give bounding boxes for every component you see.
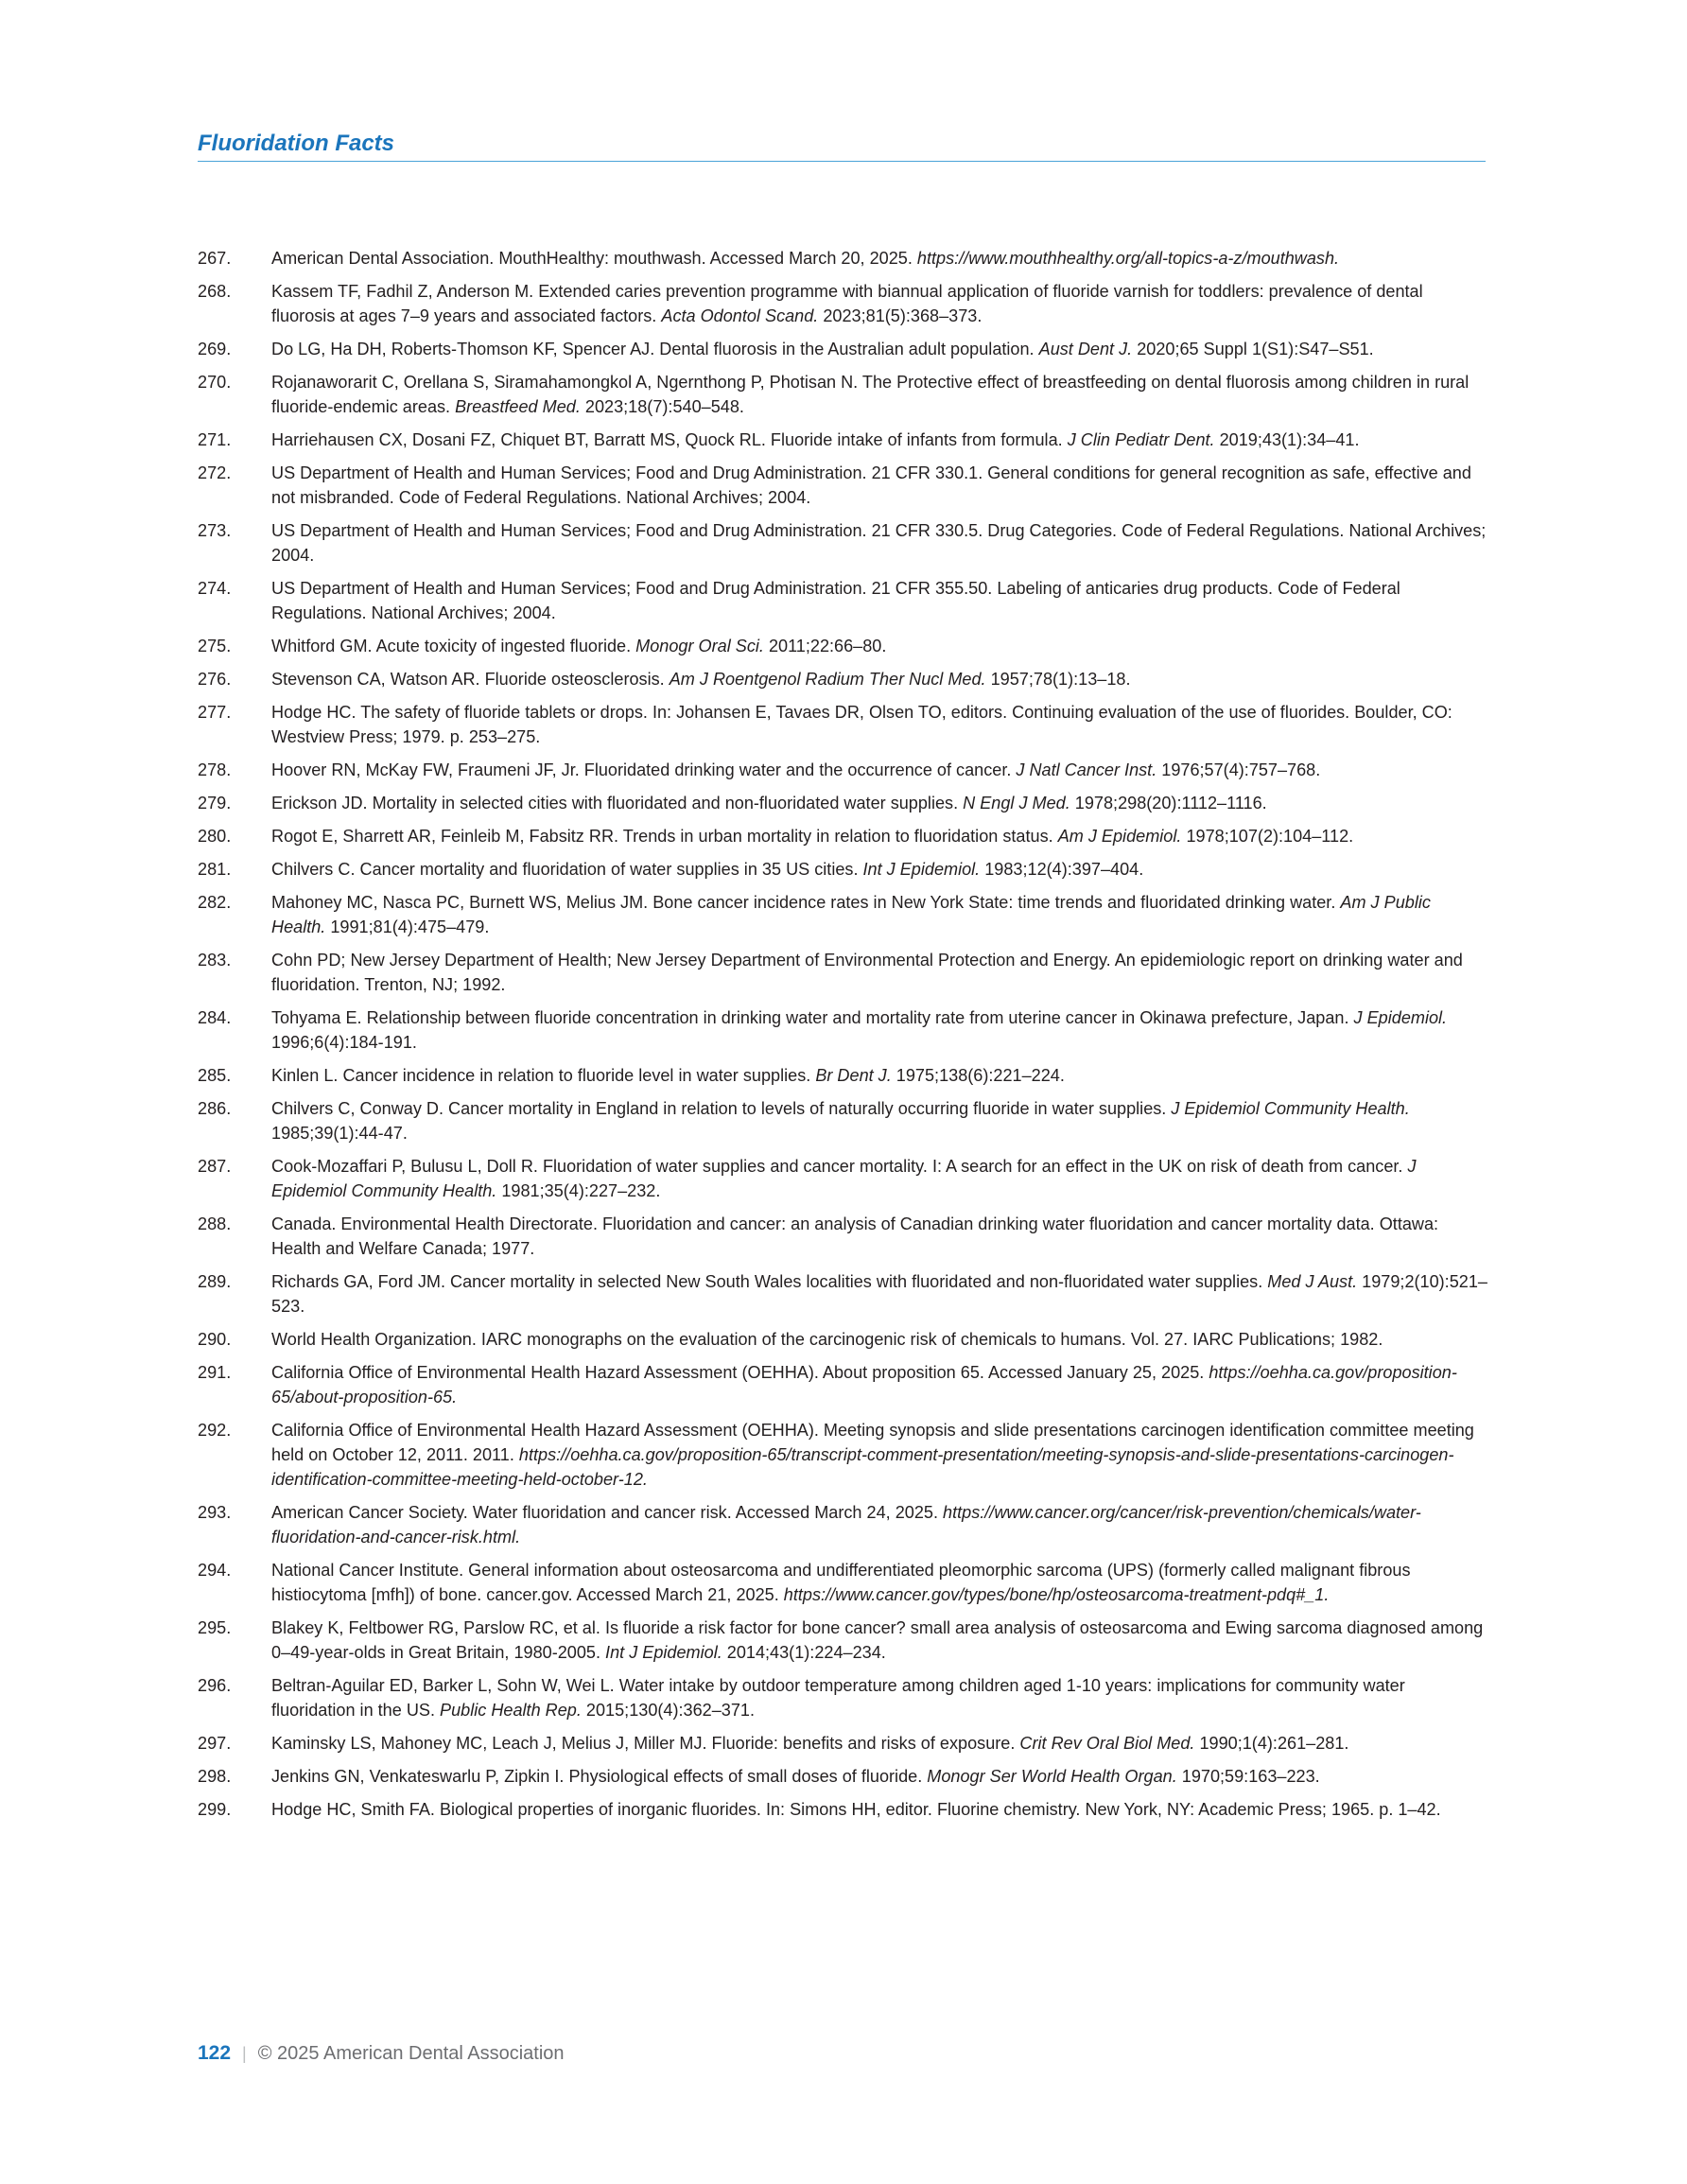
reference-segment: 1975;138(6):221–224.	[891, 1066, 1065, 1085]
reference-citation-italic: Am J Public Health.	[271, 893, 1431, 936]
reference-segment: 1978;298(20):1112–1116.	[1070, 794, 1267, 812]
reference-number: 286.	[198, 1099, 232, 1118]
reference-text	[271, 667, 1488, 691]
reference-segment: World Health Organization. IARC monographs on the evaluation of the carcinogenic risk of chemicals to humans. Vol. 27. IARC Publications; 1982.	[271, 1330, 1383, 1349]
reference-text	[271, 1005, 1488, 1055]
reference-segment: Kaminsky LS, Mahoney MC, Leach J, Melius J, Miller MJ. Fluoride: benefits and risks of exposure.	[271, 1734, 1020, 1753]
reference-text	[271, 246, 1488, 271]
document-title: Fluoridation Facts	[198, 131, 395, 156]
reference-segment: American Dental Association. MouthHealthy: mouthwash. Accessed March 20, 2025.	[271, 249, 917, 268]
reference-citation-italic: Med J Aust.	[1267, 1272, 1358, 1291]
reference-number: 282.	[198, 893, 232, 912]
reference-number: 292.	[198, 1421, 232, 1440]
reference-number: 274.	[198, 579, 232, 598]
reference-text	[271, 948, 1488, 997]
reference-item	[198, 634, 1488, 658]
reference-item	[198, 370, 1488, 419]
reference-number: 267.	[198, 249, 232, 268]
reference-segment: US Department of Health and Human Services; Food and Drug Administration. 21 CFR 355.50. Labeling of anticaries drug products. Code of Federal Regulations. National Archives; 2004.	[271, 579, 1400, 622]
reference-text	[271, 1731, 1488, 1756]
reference-text	[271, 461, 1488, 510]
reference-number: 298.	[198, 1767, 232, 1786]
reference-citation-italic: https://oehha.ca.gov/proposition-65/transcript-comment-presentation/meeting-synopsis-and-slide-presentations-carcinogen-identification-committee-meeting-held-october-12.	[271, 1445, 1454, 1489]
reference-segment: California Office of Environmental Health Hazard Assessment (OEHHA). About proposition 65. Accessed January 25, 2025.	[271, 1363, 1209, 1382]
page-footer	[198, 2042, 565, 2065]
reference-text	[271, 576, 1488, 625]
reference-text	[271, 1764, 1488, 1789]
reference-segment: 2019;43(1):34–41.	[1214, 430, 1360, 449]
reference-number: 268.	[198, 282, 232, 301]
page-header	[198, 131, 1486, 162]
reference-citation-italic: Monogr Oral Sci.	[635, 637, 764, 655]
reference-item	[198, 337, 1488, 361]
reference-text	[271, 700, 1488, 749]
page-number: 122	[198, 2042, 232, 2064]
reference-segment: Do LG, Ha DH, Roberts-Thomson KF, Spencer AJ. Dental fluorosis in the Australian adult population.	[271, 340, 1039, 358]
reference-segment: Beltran-Aguilar ED, Barker L, Sohn W, Wei L. Water intake by outdoor temperature among children aged 1-10 years: implications for community water fluoridation in the US.	[271, 1676, 1405, 1720]
reference-number: 296.	[198, 1676, 232, 1695]
reference-citation-italic: https://www.mouthhealthy.org/all-topics-a-z/mouthwash.	[916, 249, 1340, 268]
reference-item	[198, 1154, 1488, 1203]
reference-citation-italic: J Epidemiol Community Health.	[1171, 1099, 1410, 1118]
reference-text	[271, 518, 1488, 568]
reference-text	[271, 791, 1488, 815]
reference-citation-italic: Acta Odontol Scand.	[661, 306, 819, 325]
reference-number: 284.	[198, 1008, 232, 1027]
reference-item	[198, 890, 1488, 939]
reference-item	[198, 1327, 1488, 1352]
reference-text	[271, 1154, 1488, 1203]
reference-segment: Rogot E, Sharrett AR, Feinleib M, Fabsitz RR. Trends in urban mortality in relation to fluoridation status.	[271, 827, 1058, 846]
reference-item	[198, 1418, 1488, 1492]
reference-number: 285.	[198, 1066, 232, 1085]
reference-text	[271, 1797, 1488, 1822]
reference-text	[271, 1327, 1488, 1352]
reference-citation-italic: Am J Epidemiol.	[1057, 827, 1182, 846]
reference-number: 295.	[198, 1618, 232, 1637]
reference-segment: 1979;2(10):521–523.	[271, 1272, 1487, 1316]
reference-item	[198, 576, 1488, 625]
reference-citation-italic: https://oehha.ca.gov/proposition-65/about-proposition-65.	[271, 1363, 1457, 1406]
reference-number: 272.	[198, 463, 232, 482]
reference-number: 278.	[198, 760, 232, 779]
reference-item	[198, 700, 1488, 749]
reference-segment: Stevenson CA, Watson AR. Fluoride osteosclerosis.	[271, 670, 670, 689]
reference-citation-italic: Am J Roentgenol Radium Ther Nucl Med.	[669, 670, 986, 689]
reference-item	[198, 1558, 1488, 1607]
reference-number: 283.	[198, 951, 232, 970]
reference-segment: Richards GA, Ford JM. Cancer mortality in selected New South Wales localities with fluoridated and non-fluoridated water supplies.	[271, 1272, 1268, 1291]
reference-item	[198, 1797, 1488, 1822]
reference-item	[198, 461, 1488, 510]
reference-text	[271, 1269, 1488, 1319]
reference-segment: Blakey K, Feltbower RG, Parslow RC, et al. Is fluoride a risk factor for bone cancer? small area analysis of osteosarcoma and Ewing sarcoma diagnosed among 0–49-year-olds in Great Britain, 1980-2005.	[271, 1618, 1484, 1662]
reference-number: 291.	[198, 1363, 232, 1382]
reference-number: 287.	[198, 1157, 232, 1176]
reference-item	[198, 1269, 1488, 1319]
reference-number: 279.	[198, 794, 232, 812]
reference-text	[271, 1063, 1488, 1088]
reference-item	[198, 948, 1488, 997]
reference-item	[198, 1360, 1488, 1409]
reference-item	[198, 1500, 1488, 1549]
reference-citation-italic: Int J Epidemiol.	[862, 860, 981, 879]
reference-segment: 1978;107(2):104–112.	[1181, 827, 1354, 846]
reference-item	[198, 246, 1488, 271]
reference-segment: Hodge HC, Smith FA. Biological properties of inorganic fluorides. In: Simons HH, editor. Fluorine chemistry. New York, NY: Academic Press; 1965. p. 1–42.	[271, 1800, 1441, 1819]
reference-segment: 1985;39(1):44-47.	[271, 1124, 408, 1143]
reference-citation-italic: Breastfeed Med.	[455, 397, 581, 416]
reference-number: 289.	[198, 1272, 232, 1291]
reference-segment: Hoover RN, McKay FW, Fraumeni JF, Jr. Fluoridated drinking water and the occurrence of cancer.	[271, 760, 1017, 779]
reference-number: 293.	[198, 1503, 232, 1522]
reference-number: 294.	[198, 1561, 232, 1580]
reference-item	[198, 1063, 1488, 1088]
reference-item	[198, 824, 1488, 848]
reference-citation-italic: J Epidemiol.	[1353, 1008, 1448, 1027]
reference-segment: California Office of Environmental Health Hazard Assessment (OEHHA). Meeting synopsis and slide presentations carcinogen identification committee meeting held on October 12, 2011. 2011.	[271, 1421, 1474, 1464]
reference-segment: Tohyama E. Relationship between fluoride concentration in drinking water and mortality rate from uterine cancer in Okinawa prefecture, Japan.	[271, 1008, 1354, 1027]
reference-citation-italic: Crit Rev Oral Biol Med.	[1019, 1734, 1195, 1753]
reference-number: 288.	[198, 1214, 232, 1233]
reference-segment: 2014;43(1):224–234.	[722, 1643, 886, 1662]
reference-segment: Chilvers C, Conway D. Cancer mortality in England in relation to levels of naturally occurring fluoride in water supplies.	[271, 1099, 1172, 1118]
reference-text	[271, 857, 1488, 882]
reference-segment: 2023;18(7):540–548.	[580, 397, 744, 416]
reference-citation-italic: Monogr Ser World Health Organ.	[927, 1767, 1177, 1786]
reference-item	[198, 1212, 1488, 1261]
reference-text	[271, 1616, 1488, 1665]
reference-citation-italic: Aust Dent J.	[1038, 340, 1133, 358]
reference-item	[198, 1731, 1488, 1756]
reference-item	[198, 1764, 1488, 1789]
reference-citation-italic: J Epidemiol Community Health.	[271, 1157, 1417, 1200]
reference-text	[271, 824, 1488, 848]
reference-segment: Mahoney MC, Nasca PC, Burnett WS, Melius JM. Bone cancer incidence rates in New York State: time trends and fluoridated drinking water.	[271, 893, 1341, 912]
reference-citation-italic: Int J Epidemiol.	[605, 1643, 722, 1662]
reference-segment: 1996;6(4):184-191.	[271, 1033, 417, 1052]
reference-item	[198, 1673, 1488, 1722]
reference-number: 299.	[198, 1800, 232, 1819]
reference-segment: Kassem TF, Fadhil Z, Anderson M. Extended caries prevention programme with biannual application of fluoride varnish for toddlers: prevalence of dental fluorosis at ages 7–9 years and associated factors.	[271, 282, 1423, 325]
reference-segment: Chilvers C. Cancer mortality and fluoridation of water supplies in 35 US cities.	[271, 860, 863, 879]
reference-text	[271, 1360, 1488, 1409]
reference-segment: 2011;22:66–80.	[763, 637, 887, 655]
reference-text	[271, 890, 1488, 939]
reference-number: 269.	[198, 340, 232, 358]
reference-segment: 1976;57(4):757–768.	[1157, 760, 1321, 779]
reference-list	[198, 246, 1488, 1830]
reference-segment: 1990;1(4):261–281.	[1194, 1734, 1349, 1753]
reference-segment: National Cancer Institute. General information about osteosarcoma and undifferentiated pleomorphic sarcoma (UPS) (formerly called malignant fibrous histiocytoma [mfh]) of bone. cancer.gov. Accessed March 21, 2025.	[271, 1561, 1411, 1604]
reference-item	[198, 279, 1488, 328]
reference-item	[198, 1005, 1488, 1055]
reference-number: 275.	[198, 637, 232, 655]
reference-segment: Jenkins GN, Venkateswarlu P, Zipkin I. Physiological effects of small doses of fluoride.	[271, 1767, 928, 1786]
footer-separator: |	[242, 2043, 247, 2063]
reference-citation-italic: J Natl Cancer Inst.	[1016, 760, 1157, 779]
reference-text	[271, 1673, 1488, 1722]
reference-segment: 1957;78(1):13–18.	[985, 670, 1131, 689]
reference-segment: Harriehausen CX, Dosani FZ, Chiquet BT, Barratt MS, Quock RL. Fluoride intake of infants from formula.	[271, 430, 1068, 449]
reference-segment: US Department of Health and Human Services; Food and Drug Administration. 21 CFR 330.1. General conditions for general recognition as safe, effective and not misbranded. Code of Federal Regulations. National Archives; 2004.	[271, 463, 1471, 507]
reference-segment: 1981;35(4):227–232.	[496, 1181, 661, 1200]
reference-item	[198, 667, 1488, 691]
reference-number: 297.	[198, 1734, 232, 1753]
reference-citation-italic: J Clin Pediatr Dent.	[1067, 430, 1215, 449]
reference-segment: Cook-Mozaffari P, Bulusu L, Doll R. Fluoridation of water supplies and cancer mortality. I: A search for an effect in the UK on risk of death from cancer.	[271, 1157, 1408, 1176]
reference-text	[271, 1418, 1488, 1492]
reference-segment: 1970;59:163–223.	[1176, 1767, 1320, 1786]
reference-number: 290.	[198, 1330, 232, 1349]
reference-text	[271, 634, 1488, 658]
copyright-notice: © 2025 American Dental Association	[257, 2042, 565, 2064]
reference-number: 273.	[198, 521, 232, 540]
reference-number: 271.	[198, 430, 232, 449]
reference-segment: Canada. Environmental Health Directorate. Fluoridation and cancer: an analysis of Canadian drinking water fluoridation and cancer mortality data. Ottawa: Health and Welfare Canada; 1977.	[271, 1214, 1439, 1258]
reference-segment: 1983;12(4):397–404.	[980, 860, 1144, 879]
reference-segment: 2020;65 Suppl 1(S1):S47–S51.	[1132, 340, 1374, 358]
reference-number: 277.	[198, 703, 232, 722]
reference-number: 276.	[198, 670, 232, 689]
reference-item	[198, 1616, 1488, 1665]
reference-item	[198, 758, 1488, 782]
reference-item	[198, 428, 1488, 452]
reference-segment: American Cancer Society. Water fluoridation and cancer risk. Accessed March 24, 2025.	[271, 1503, 944, 1522]
reference-segment: 1991;81(4):475–479.	[325, 917, 490, 936]
reference-item	[198, 791, 1488, 815]
reference-item	[198, 1096, 1488, 1145]
reference-text	[271, 1558, 1488, 1607]
reference-segment: Kinlen L. Cancer incidence in relation to fluoride level in water supplies.	[271, 1066, 816, 1085]
reference-number: 280.	[198, 827, 232, 846]
reference-citation-italic: Br Dent J.	[815, 1066, 892, 1085]
reference-segment: Cohn PD; New Jersey Department of Health; New Jersey Department of Environmental Protection and Energy. An epidemiologic report on drinking water and fluoridation. Trenton, NJ; 1992.	[271, 951, 1463, 994]
reference-segment: Hodge HC. The safety of fluoride tablets or drops. In: Johansen E, Tavaes DR, Olsen TO, editors. Continuing evaluation of the use of fluorides. Boulder, CO: Westview Press; 1979. p. 253–275.	[271, 703, 1452, 746]
reference-text	[271, 428, 1488, 452]
reference-segment: Whitford GM. Acute toxicity of ingested fluoride.	[271, 637, 636, 655]
reference-text	[271, 758, 1488, 782]
reference-item	[198, 518, 1488, 568]
reference-number: 281.	[198, 860, 232, 879]
reference-segment: 2023;81(5):368–373.	[818, 306, 983, 325]
reference-segment: Rojanaworarit C, Orellana S, Siramahamongkol A, Ngernthong P, Photisan N. The Protective effect of breastfeeding on dental fluorosis among children in rural fluoride-endemic areas.	[271, 373, 1470, 416]
reference-text	[271, 370, 1488, 419]
reference-citation-italic: https://www.cancer.org/cancer/risk-prevention/chemicals/water-fluoridation-and-cancer-risk.html.	[271, 1503, 1421, 1546]
reference-number: 270.	[198, 373, 232, 392]
reference-citation-italic: https://www.cancer.gov/types/bone/hp/osteosarcoma-treatment-pdq#_1.	[783, 1585, 1330, 1604]
reference-segment: 2015;130(4):362–371.	[581, 1701, 755, 1720]
reference-segment: US Department of Health and Human Services; Food and Drug Administration. 21 CFR 330.5. Drug Categories. Code of Federal Regulations. National Archives; 2004.	[271, 521, 1487, 565]
reference-item	[198, 857, 1488, 882]
reference-citation-italic: Public Health Rep.	[440, 1701, 582, 1720]
reference-text	[271, 1096, 1488, 1145]
reference-text	[271, 279, 1488, 328]
reference-text	[271, 1212, 1488, 1261]
reference-text	[271, 1500, 1488, 1549]
reference-segment: Erickson JD. Mortality in selected cities with fluoridated and non-fluoridated water supplies.	[271, 794, 964, 812]
reference-text	[271, 337, 1488, 361]
reference-citation-italic: N Engl J Med.	[963, 794, 1070, 812]
